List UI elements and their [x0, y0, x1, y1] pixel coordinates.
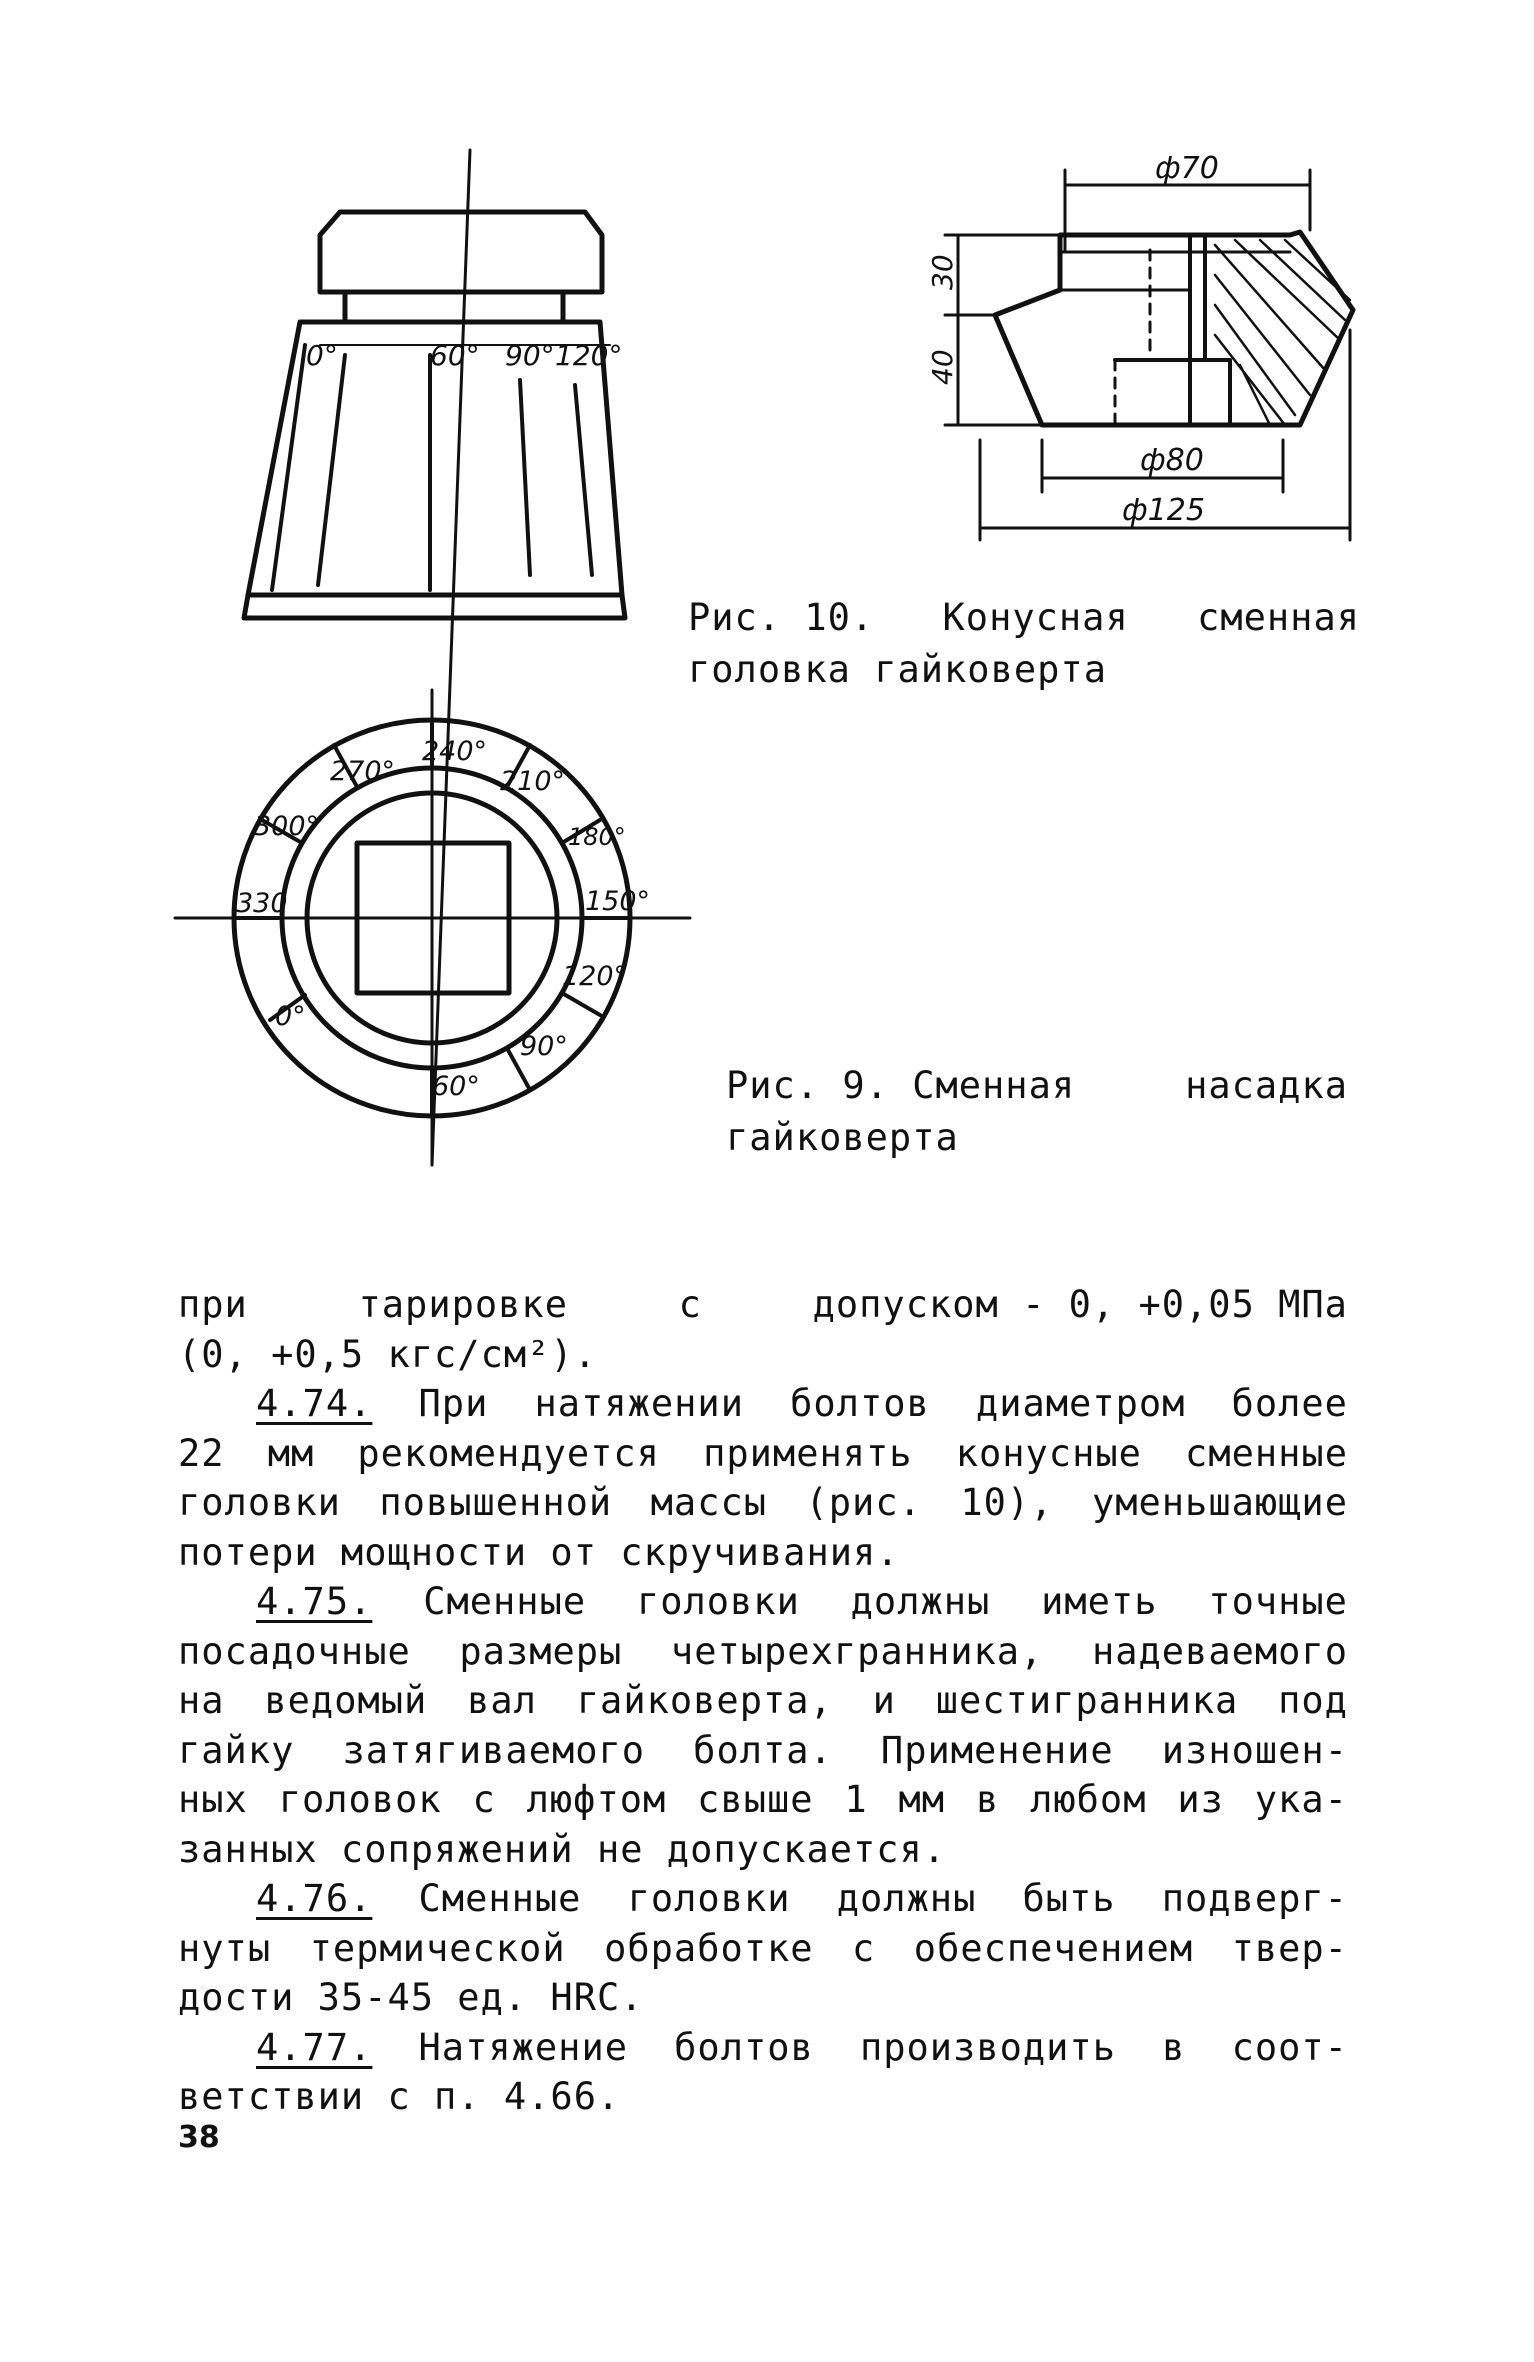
- caption-word: Рис. 9. Сменная: [726, 1064, 1076, 1107]
- fig10-angle-90: 90°: [505, 339, 555, 372]
- fig9-angle-180: 180°: [568, 823, 626, 851]
- caption-word: Конусная: [942, 596, 1129, 639]
- text-line: (0, +0,5 кгс/см²).: [178, 1332, 597, 1376]
- paragraph-4-74: 4.74. При натяжении болтов диаметром более: [178, 1379, 1348, 1429]
- text-line: гайку затягиваемого болта. Применение изношен-: [178, 1728, 1348, 1772]
- caption-word: насадка: [1185, 1064, 1348, 1107]
- fig10-axis-line: [432, 150, 470, 1165]
- text-line: головки повышенной массы (рис. 10), уменьшающие: [178, 1481, 1348, 1524]
- fig10-angle-60: 60°: [430, 339, 480, 372]
- text-line: на ведомый вал гайковерта, и шестигранника под: [178, 1679, 1348, 1722]
- paragraph-number: 4.77.: [256, 2025, 373, 2069]
- caption-word: сменная: [1197, 596, 1360, 639]
- caption-line: гайковерта: [726, 1116, 959, 1159]
- text-line: занных сопряжений не допускается.: [178, 1827, 947, 1871]
- fig9-angle-120: 120°: [562, 961, 628, 992]
- fig10-section-hatching: [1215, 240, 1350, 425]
- caption-word: Рис. 10.: [688, 596, 875, 639]
- fig9-angle-90: 90°: [520, 1031, 568, 1062]
- text-line: посадочные размеры четырехгранника, надеваемого: [178, 1629, 1348, 1673]
- page-number: 38: [178, 2120, 220, 2155]
- fig10-neck: [345, 292, 563, 322]
- paragraph-4-77: 4.77. Натяжение болтов производить в соот-: [178, 2023, 1348, 2073]
- fig10-dim-top-diameter: ф70: [1155, 151, 1219, 186]
- fig9-angle-0: 0°: [275, 1001, 306, 1032]
- fig10-angle-120: 120°: [555, 339, 623, 372]
- fig10-dim-height-top: 30: [926, 254, 959, 290]
- fig9-angle-270: 270°: [330, 756, 396, 787]
- text-line: 22 мм рекомендуется применять конусные сменные: [178, 1431, 1348, 1475]
- text-line: потери мощности от скручивания.: [178, 1530, 900, 1574]
- paragraph-4-75: 4.75. Сменные головки должны иметь точные: [178, 1577, 1348, 1627]
- fig10-section-outline: [995, 232, 1353, 425]
- fig10-dim-height-bottom: 40: [926, 349, 959, 385]
- fig10-dim-inner-diameter: ф80: [1140, 443, 1204, 478]
- fig10-caption: [688, 592, 1360, 696]
- fig9-angle-240: 240°: [422, 736, 488, 767]
- text-line: ных головок с люфтом свыше 1 мм в любом из ука-: [178, 1778, 1348, 1821]
- fig10-angle-0: 0°: [306, 339, 338, 372]
- fig9-caption: [726, 1060, 1348, 1164]
- fig10-top-cap: [320, 212, 602, 292]
- fig9-angle-300: 300°: [254, 811, 320, 842]
- text-line: ветствии с п. 4.66.: [178, 2075, 621, 2118]
- fig9-angle-210: 210°: [500, 766, 566, 797]
- paragraph-number: 4.74.: [256, 1382, 373, 1425]
- fig9-angle-60: 60°: [432, 1071, 480, 1102]
- paragraph-number: 4.76.: [256, 1877, 373, 1920]
- text-line: нуты термической обработке с обеспечением твер-: [178, 1926, 1348, 1970]
- text-line: дости 35-45 ед. HRC.: [178, 1976, 644, 2019]
- fig10-base-ring: [244, 595, 625, 618]
- paragraph-4-76: 4.76. Сменные головки должны быть подверг-: [178, 1874, 1348, 1924]
- fig9-angle-150: 150°: [585, 886, 651, 917]
- caption-line: головка гайковерта: [688, 648, 1107, 691]
- text-line: при тарировке с допуском - 0, +0,05 МПа: [178, 1283, 1348, 1326]
- fig10-dim-base-diameter: ф125: [1122, 493, 1205, 528]
- fig9-angle-330: 330: [236, 888, 288, 919]
- paragraph-number: 4.75.: [256, 1580, 373, 1623]
- body-text: [178, 1280, 1348, 2122]
